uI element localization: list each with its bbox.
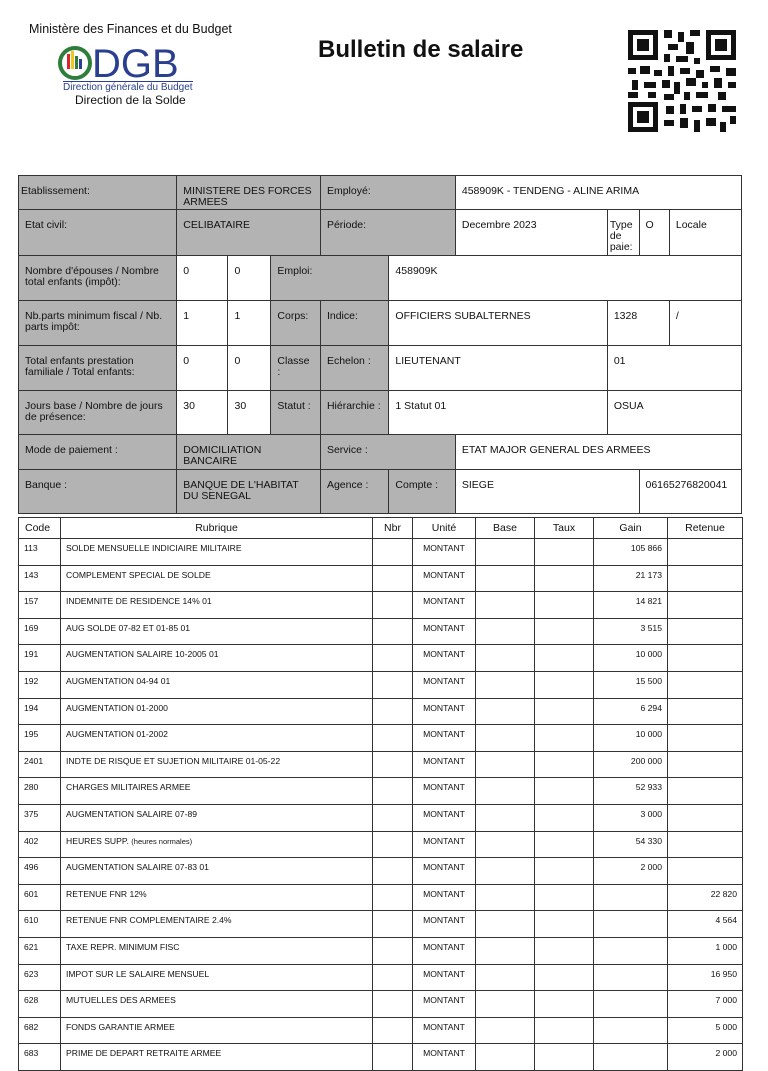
mode-paiement-value: DOMICILIATION BANCAIRE [177,435,321,470]
table-row [19,831,743,858]
retenue-cell [668,592,743,619]
gain-cell [594,991,668,1018]
unite-cell: MONTANT [413,618,476,645]
base-cell [476,858,535,885]
employe-label: Employé: [320,176,455,210]
gain-cell [594,937,668,964]
table-row [19,698,743,725]
unite-cell: MONTANT [413,592,476,619]
table-row [19,858,743,885]
taux-cell [535,804,594,831]
col-taux: Taux [535,518,594,539]
unite-cell: MONTANT [413,698,476,725]
code-cell: 157 [19,592,61,619]
rubrique-cell [61,831,373,858]
banque-value: BANQUE DE L'HABITAT DU SENEGAL [177,470,321,514]
retenue-cell [668,751,743,778]
rubrique-label: AUGMENTATION 04-94 01 [66,675,171,686]
retenue-cell [668,539,743,566]
jours-label: Jours base / Nombre de jours de présence: [19,391,177,435]
rubrique-cell [61,778,373,805]
rubrique-cell [61,751,373,778]
hierarchie-value: OSUA [607,391,741,435]
taux-cell [535,539,594,566]
taux-cell [535,778,594,805]
nbr-cell [373,565,413,592]
rubrique-label: INDTE DE RISQUE ET SUJETION MILITAIRE 01-05-22 [66,755,281,766]
corps-label: Corps: [271,301,321,346]
etat-civil-label: Etat civil: [19,210,177,256]
rubrique-label: MUTUELLES DES ARMEES [66,995,176,1006]
rubrique-label: RETENUE FNR 12% [66,888,147,899]
retenue-cell [668,645,743,672]
code-cell: 496 [19,858,61,885]
compte-label: Compte : [389,470,455,514]
base-cell [476,565,535,592]
emploi-value: 458909K [389,256,742,301]
corps-value: OFFICIERS SUBALTERNES [389,301,607,346]
gain-cell: 200 000 [594,751,668,778]
base-cell [476,618,535,645]
base-cell [476,778,535,805]
gain-cell [594,964,668,991]
rubrique-label: AUGMENTATION 01-2002 [66,729,168,740]
logo-text: DGB [92,42,179,86]
classe-label: Classe : [271,346,321,391]
rubrique-label: PRIME DE DEPART RETRAITE ARMEE [66,1048,222,1059]
etablissement-label: Etablissement: [19,176,177,210]
taux-cell [535,884,594,911]
agence-label: Agence : [320,470,388,514]
retenue-cell [668,698,743,725]
code-cell: 623 [19,964,61,991]
enfants-impot-value: 0 [228,256,271,301]
retenue-cell [668,618,743,645]
rubrique-label: AUGMENTATION SALAIRE 07-89 [66,808,198,819]
rubrique-note: (heures normales) [131,836,193,846]
type-paie-label: Type de paie: [607,210,639,256]
table-row [19,565,743,592]
rubrique-cell [61,911,373,938]
unite-cell: MONTANT [413,778,476,805]
rubrique-cell [61,645,373,672]
base-cell [476,884,535,911]
rubrique-cell [61,991,373,1018]
unite-cell: MONTANT [413,539,476,566]
retenue-cell [668,831,743,858]
unite-cell: MONTANT [413,991,476,1018]
taux-cell [535,991,594,1018]
base-cell [476,751,535,778]
nbr-cell [373,937,413,964]
rubrique-label: AUGMENTATION SALAIRE 10-2005 01 [66,649,219,660]
indice-value: 1328 [607,301,669,346]
nbr-cell [373,1044,413,1071]
gain-cell [594,911,668,938]
unite-cell: MONTANT [413,804,476,831]
rubrique-label: HEURES SUPP. [66,835,129,846]
base-cell [476,911,535,938]
unite-cell: MONTANT [413,911,476,938]
rubrique-label: AUGMENTATION SALAIRE 07-83 01 [66,862,209,873]
rubrique-cell [61,698,373,725]
retenue-cell [668,671,743,698]
rubrique-cell [61,592,373,619]
retenue-cell: 16 950 [668,964,743,991]
locale-value: Locale [669,210,741,256]
taux-cell [535,858,594,885]
taux-cell [535,671,594,698]
agence-value: SIEGE [455,470,639,514]
code-cell: 601 [19,884,61,911]
parts-label: Nb.parts minimum fiscal / Nb. parts impôt: [19,301,177,346]
code-cell: 169 [19,618,61,645]
taux-cell [535,725,594,752]
base-cell [476,671,535,698]
code-cell: 682 [19,1017,61,1044]
parts-min-value: 1 [177,301,228,346]
code-cell: 192 [19,671,61,698]
retenue-cell [668,778,743,805]
table-row [19,964,743,991]
rubrique-label: RETENUE FNR COMPLEMENTAIRE 2.4% [66,915,232,926]
base-cell [476,964,535,991]
code-cell: 2401 [19,751,61,778]
taux-cell [535,964,594,991]
rubrique-label: IMPOT SUR LE SALAIRE MENSUEL [66,968,210,979]
statut-label: Statut : [271,391,321,435]
nbr-cell [373,964,413,991]
nbr-cell [373,884,413,911]
rubrique-cell [61,804,373,831]
division-name: Direction de la Solde [75,93,186,107]
gain-cell: 15 500 [594,671,668,698]
banque-label: Banque : [19,470,177,514]
table-row [19,937,743,964]
emploi-label: Emploi: [271,256,389,301]
base-cell [476,592,535,619]
table-row [19,884,743,911]
base-cell [476,804,535,831]
nbr-cell [373,671,413,698]
retenue-cell: 1 000 [668,937,743,964]
jours-base-value: 30 [177,391,228,435]
code-cell: 683 [19,1044,61,1071]
logo-subtitle: Direction générale du Budget [63,82,193,93]
nbr-cell [373,991,413,1018]
nbr-cell [373,804,413,831]
rubrique-cell [61,618,373,645]
retenue-cell: 4 564 [668,911,743,938]
rubrique-label: TAXE REPR. MINIMUM FISC [66,941,180,952]
gain-cell: 3 515 [594,618,668,645]
epouses-value: 0 [177,256,228,301]
rubrique-cell [61,725,373,752]
mode-paiement-label: Mode de paiement : [19,435,177,470]
gain-cell: 10 000 [594,645,668,672]
table-row [19,592,743,619]
retenue-cell: 22 820 [668,884,743,911]
gain-cell: 3 000 [594,804,668,831]
gain-cell: 2 000 [594,858,668,885]
hierarchie-label: Hiérarchie : [320,391,388,435]
taux-cell [535,937,594,964]
code-cell: 194 [19,698,61,725]
indice-label: Indice: [320,301,388,346]
col-unite: Unité [413,518,476,539]
col-rubrique: Rubrique [61,518,373,539]
base-cell [476,645,535,672]
retenue-cell [668,804,743,831]
type-paie-value: O [639,210,669,256]
rubrique-label: CHARGES MILITAIRES ARMEE [66,782,191,793]
rubrique-cell [61,565,373,592]
unite-cell: MONTANT [413,1017,476,1044]
unite-cell: MONTANT [413,671,476,698]
employe-value: 458909K - TENDENG - ALINE ARIMA [455,176,741,210]
unite-cell: MONTANT [413,645,476,672]
gain-cell [594,884,668,911]
table-row [19,539,743,566]
col-retenue: Retenue [668,518,743,539]
epouses-label: Nombre d'épouses / Nombre total enfants (impôt): [19,256,177,301]
code-cell: 195 [19,725,61,752]
compte-value: 06165276820041 [639,470,742,514]
nbr-cell [373,858,413,885]
nbr-cell [373,778,413,805]
unite-cell: MONTANT [413,937,476,964]
base-cell [476,698,535,725]
gain-cell: 21 173 [594,565,668,592]
gain-cell [594,1044,668,1071]
col-gain: Gain [594,518,668,539]
rubrique-cell [61,1044,373,1071]
code-cell: 143 [19,565,61,592]
rubrique-cell [61,884,373,911]
taux-cell [535,751,594,778]
prestation-label: Total enfants prestation familiale / Total enfants: [19,346,177,391]
nbr-cell [373,911,413,938]
retenue-cell: 7 000 [668,991,743,1018]
taux-cell [535,592,594,619]
unite-cell: MONTANT [413,831,476,858]
service-value: ETAT MAJOR GENERAL DES ARMEES [455,435,741,470]
gain-cell [594,1017,668,1044]
retenue-cell: 5 000 [668,1017,743,1044]
taux-cell [535,1017,594,1044]
unite-cell: MONTANT [413,565,476,592]
etat-civil-value: CELIBATAIRE [177,210,321,256]
qr-code-icon [628,30,736,132]
gain-cell: 6 294 [594,698,668,725]
code-cell: 191 [19,645,61,672]
echelon-value: 01 [607,346,741,391]
table-row [19,991,743,1018]
nbr-cell [373,1017,413,1044]
code-cell: 375 [19,804,61,831]
unite-cell: MONTANT [413,1044,476,1071]
table-row [19,725,743,752]
classe-value: LIEUTENANT [389,346,607,391]
nbr-cell [373,539,413,566]
retenue-cell [668,565,743,592]
rubrique-label: INDEMNITE DE RESIDENCE 14% 01 [66,596,212,607]
enfants-total-value: 0 [228,346,271,391]
rubrique-cell [61,1017,373,1044]
code-cell: 113 [19,539,61,566]
unite-cell: MONTANT [413,858,476,885]
table-row [19,671,743,698]
taux-cell [535,565,594,592]
table-row [19,618,743,645]
rubrique-cell [61,671,373,698]
code-cell: 402 [19,831,61,858]
statut-value: 1 Statut 01 [389,391,607,435]
retenue-cell: 2 000 [668,1044,743,1071]
unite-cell: MONTANT [413,964,476,991]
table-row [19,911,743,938]
nbr-cell [373,618,413,645]
base-cell [476,831,535,858]
code-cell: 280 [19,778,61,805]
nbr-cell [373,831,413,858]
rubrique-cell [61,937,373,964]
nbr-cell [373,725,413,752]
taux-cell [535,698,594,725]
rubrique-label: COMPLEMENT SPECIAL DE SOLDE [66,569,211,580]
col-code: Code [19,518,61,539]
taux-cell [535,911,594,938]
gain-cell: 52 933 [594,778,668,805]
indice-separator: / [669,301,741,346]
enfants-prest-value: 0 [177,346,228,391]
code-cell: 628 [19,991,61,1018]
rubrique-label: SOLDE MENSUELLE INDICIAIRE MILITAIRE [66,543,242,553]
base-cell [476,1044,535,1071]
etablissement-value: MINISTERE DES FORCES ARMEES [177,176,321,210]
base-cell [476,1017,535,1044]
gain-cell: 14 821 [594,592,668,619]
gain-cell: 105 866 [594,539,668,566]
service-label: Service : [320,435,455,470]
taux-cell [535,831,594,858]
rubrique-label: FONDS GARANTIE ARMEE [66,1021,175,1032]
retenue-cell [668,858,743,885]
code-cell: 621 [19,937,61,964]
table-row [19,1017,743,1044]
rubrique-label: AUG SOLDE 07-82 ET 01-85 01 [66,622,191,633]
table-row [19,1044,743,1071]
table-row [19,751,743,778]
gain-cell: 10 000 [594,725,668,752]
base-cell [476,937,535,964]
base-cell [476,991,535,1018]
table-row [19,778,743,805]
rubrique-cell [61,858,373,885]
col-base: Base [476,518,535,539]
nbr-cell [373,698,413,725]
nbr-cell [373,592,413,619]
table-row [19,804,743,831]
unite-cell: MONTANT [413,751,476,778]
col-nbr: Nbr [373,518,413,539]
code-cell: 610 [19,911,61,938]
periode-value: Decembre 2023 [455,210,607,256]
base-cell [476,725,535,752]
taux-cell [535,1044,594,1071]
echelon-label: Echelon : [320,346,388,391]
retenue-cell [668,725,743,752]
ministry-name: Ministère des Finances et du Budget [29,22,232,36]
page-title: Bulletin de salaire [318,36,524,63]
unite-cell: MONTANT [413,725,476,752]
base-cell [476,539,535,566]
taux-cell [535,618,594,645]
periode-label: Période: [320,210,455,256]
parts-impot-value: 1 [228,301,271,346]
unite-cell: MONTANT [413,884,476,911]
employee-info-table [18,175,742,514]
table-row [19,645,743,672]
rubrique-cell [61,964,373,991]
nbr-cell [373,645,413,672]
taux-cell [535,645,594,672]
nbr-cell [373,751,413,778]
salary-items-table [18,517,743,1071]
gain-cell: 54 330 [594,831,668,858]
jours-presence-value: 30 [228,391,271,435]
rubrique-label: AUGMENTATION 01-2000 [66,702,168,713]
rubrique-cell [61,539,373,566]
